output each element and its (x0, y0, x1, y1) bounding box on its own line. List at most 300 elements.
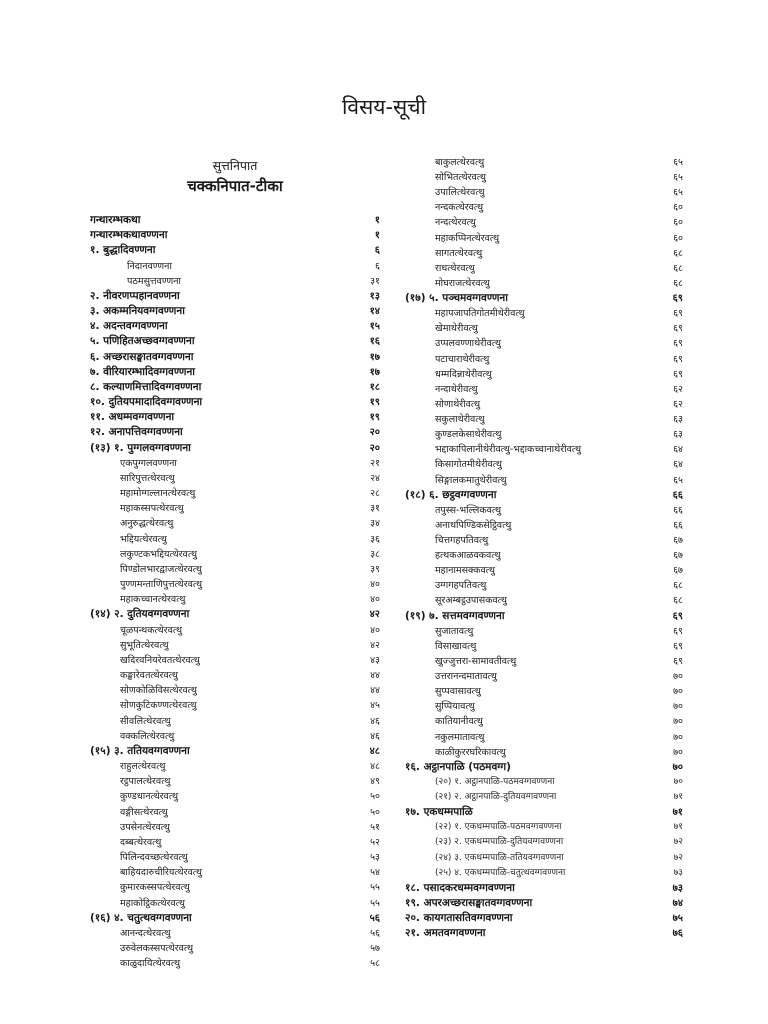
toc-entry (405, 714, 683, 729)
toc-entry-page: ६७ (673, 535, 683, 546)
toc-entry-page: ५४ (370, 867, 380, 879)
toc-entry-page: १७ (369, 351, 380, 363)
toc-entry-title: (१७) ५. पञ्चमवग्गवण्णना (405, 292, 508, 305)
toc-entry-title: सीवलित्थेरवत्थु (120, 715, 171, 727)
toc-entry-page: ७० (673, 731, 683, 743)
toc-entry-page: २० (369, 427, 380, 439)
toc-entry-title: राहुलत्थेरवत्थु (120, 761, 166, 773)
toc-entry-title: महापजापतिगोतमीथेरीवत्थु (435, 308, 525, 320)
toc-entry (90, 956, 380, 971)
toc-entry-page: ६८ (673, 247, 683, 259)
toc-entry-page: ६८ (673, 580, 683, 592)
toc-entry-title: राधत्थेरवत्थु (435, 262, 475, 274)
toc-entry (90, 547, 380, 562)
toc-entry (90, 395, 380, 410)
toc-entry-page: ७० (673, 686, 683, 698)
toc-entry-title: तपुस्स-भल्लिकवत्थु (435, 504, 502, 516)
toc-entry (405, 669, 683, 684)
toc-entry-title: महाकप्पिनत्थेरवत्थु (435, 232, 500, 244)
toc-entry-page: १३ (369, 290, 380, 302)
toc-entry-title: सुप्पवासावत्थु (435, 686, 481, 698)
toc-entry-title: नन्दत्थेरवत्थु (435, 217, 476, 229)
toc-entry (405, 609, 683, 624)
toc-entry-title: चूळपन्थकत्थेरवत्थु (120, 624, 183, 636)
toc-entry-page: ६० (673, 232, 683, 244)
toc-entry (405, 533, 683, 548)
toc-entry-page: ६६ (672, 489, 683, 501)
toc-entry (90, 789, 380, 804)
toc-entry-title: उग्गगहपतिवत्थु (435, 580, 487, 592)
toc-entry-title: मोघराजत्थेरवत्थु (435, 277, 490, 289)
toc-entry-page: ५८ (370, 958, 380, 970)
toc-entry-page: ३४ (370, 518, 380, 530)
toc-entry (405, 730, 683, 745)
toc-entry-title: (२४) ३. एकधम्मपाळि-ततियवग्गवण्णना (435, 852, 564, 863)
toc-entry (90, 653, 380, 668)
toc-entry (90, 911, 380, 926)
toc-entry-page: ६९ (673, 655, 683, 667)
toc-entry-page: ५२ (370, 836, 380, 848)
toc-entry-title: १७. एकधम्मपाळि (405, 806, 473, 819)
toc-entry (405, 231, 683, 246)
toc-entry (90, 820, 380, 835)
toc-entry-page: ६२ (673, 398, 683, 410)
toc-entry-title: काळीकुररघरिकावत्थु (435, 746, 506, 758)
toc-entry-title: भद्दाकापिलानीथेरीवत्थु-भद्दाकच्चानाथेरीवत्थु (435, 444, 582, 456)
toc-entry-page: ५६ (370, 927, 380, 939)
toc-entry (90, 319, 380, 334)
page-title: विसय-सूची (341, 95, 427, 119)
toc-entry-page: ६० (673, 217, 683, 229)
toc-entry-title: ७. वीरियारम्भादिवग्गवण्णना (90, 365, 195, 378)
toc-entry-title: ३. अकम्मनियवग्गवण्णना (90, 305, 185, 318)
toc-entry (405, 291, 683, 306)
toc-entry (405, 805, 683, 820)
toc-entry (90, 501, 380, 516)
toc-entry-title: १. बुद्धादिवण्णना (90, 244, 156, 257)
toc-entry-title: पुण्णमन्ताणिपुत्तत्थेरवत्थु (120, 579, 203, 591)
toc-entry-title: वक्कलित्थेरवत्थु (120, 730, 175, 742)
toc-entry-page: ६९ (672, 610, 683, 622)
toc-entry-title: उप्पलवण्णाथेरीवत्थु (435, 338, 501, 350)
toc-entry-title: काळुदायित्थेरवत्थु (120, 958, 181, 970)
toc-entry-page: ६९ (673, 308, 683, 320)
toc-entry (90, 774, 380, 789)
toc-entry-page: २० (369, 442, 380, 454)
toc-entry (90, 759, 380, 774)
toc-entry-title: दब्बत्थेरवत्थु (120, 836, 162, 848)
toc-entry-title: पठमसुत्तवण्णना (127, 275, 181, 287)
toc-entry (90, 228, 380, 243)
toc-entry-title: पटाचाराथेरीवत्थु (435, 353, 490, 365)
toc-entry-title: खेमाथेरीवत्थु (435, 323, 478, 335)
toc-entry (405, 170, 683, 185)
toc-entry-title: उत्तरानन्दमातावत्थु (435, 671, 497, 683)
toc-entry-page: ५० (370, 806, 380, 818)
toc-entry-title: नन्दाथेरीवत्थु (435, 383, 478, 395)
toc-entry-page: ६५ (673, 172, 683, 184)
toc-entry-page: ५५ (370, 897, 380, 909)
toc-entry (405, 488, 683, 503)
toc-entry (405, 820, 683, 835)
toc-entry (405, 473, 683, 488)
toc-entry-page: ७० (672, 761, 683, 773)
toc-entry-page: ४३ (370, 654, 380, 666)
toc-entry-title: लकुण्टकभद्दियत्थेरवत्थु (120, 548, 198, 560)
toc-entry-page: ७२ (673, 852, 683, 863)
toc-entry-page: ३८ (370, 548, 380, 560)
toc-entry-page: १९ (369, 412, 380, 424)
toc-entry (90, 486, 380, 501)
toc-entry (405, 457, 683, 472)
toc-entry-page: ६८ (673, 277, 683, 289)
toc-entry-page: २८ (370, 488, 380, 500)
toc-entry-title: खदिरवनियरेवतत्थेरवत्थु (120, 654, 200, 666)
toc-entry (405, 336, 683, 351)
toc-entry-title: हत्थकआळवकवत्थु (435, 550, 501, 562)
toc-entry-page: ५६ (369, 912, 380, 924)
toc-entry-page: ४० (370, 624, 380, 636)
toc-entry (405, 261, 683, 276)
toc-entry-title: १२. अनापत्तिवग्गवण्णना (90, 426, 183, 439)
toc-entry-title: ८. कल्याणमित्तादिवग्गवण्णना (90, 380, 202, 393)
toc-entry-title: सागतत्थेरवत्थु (435, 247, 483, 259)
toc-entry (90, 714, 380, 729)
toc-entry-title: १६. अट्ठानपाळि (पठमवग्ग) (405, 760, 511, 773)
toc-entry (405, 896, 683, 911)
toc-entry-page: १८ (369, 381, 380, 393)
toc-entry-title: (२०) १. अट्ठानपाळि-पठमवग्गवण्णना (435, 776, 555, 787)
toc-entry (405, 185, 683, 200)
toc-entry (405, 397, 683, 412)
toc-entry-page: ४८ (369, 745, 380, 757)
toc-entry-title: सोणकोळिविसत्थेरवत्थु (120, 685, 197, 697)
toc-entry-title: उपालित्थेरवत्थु (435, 187, 485, 199)
toc-entry (90, 623, 380, 638)
toc-entry (90, 698, 380, 713)
toc-entry-title: अनाथपिण्डिकसेट्ठिवत्थु (435, 519, 512, 531)
toc-entry-title: सिङ्गालकमातुथेरीवत्थु (435, 474, 507, 486)
toc-entry-page: ४४ (370, 685, 380, 697)
toc-entry-page: ४२ (369, 609, 380, 621)
toc-entry-title: (२३) २. एकधम्मपाळि-दुतियवग्गवण्णना (435, 837, 564, 848)
toc-entry-page: ४० (370, 579, 380, 591)
toc-entry-title: १८. पसादकरधम्मवग्गवण्णना (405, 881, 515, 894)
toc-entry-title: महाकोट्ठिकत्थेरवत्थु (120, 897, 185, 909)
toc-entry (90, 334, 380, 349)
toc-entry-page: १ (374, 215, 380, 226)
toc-entry (90, 896, 380, 911)
toc-entry (90, 471, 380, 486)
toc-entry-title: सोणकुटिकण्णत्थेरवत्थु (120, 700, 197, 712)
toc-entry-title: धम्मदिन्नाथेरीवत्थु (435, 368, 492, 380)
toc-entry-page: ६९ (673, 625, 683, 637)
toc-entry-title: बाहियदारुचीरियत्थेरवत्थु (120, 867, 202, 879)
toc-entry (405, 654, 683, 669)
toc-entry (405, 760, 683, 775)
toc-entry (90, 562, 380, 577)
toc-entry (90, 805, 380, 820)
toc-entry-title: ४. अदन्तवग्गवण्णना (90, 320, 168, 333)
toc-entry (405, 911, 683, 926)
toc-entry-page: ३९ (370, 563, 380, 575)
toc-entry-title: सुप्पियावत्थु (435, 701, 475, 713)
toc-entry (405, 684, 683, 699)
toc-entry (405, 215, 683, 230)
toc-entry-page: ७२ (673, 837, 683, 848)
toc-entry-page: ६५ (673, 157, 683, 168)
toc-entry-title: (१८) ६. छट्ठवग्गवण्णना (405, 488, 497, 501)
toc-entry-page: ६५ (673, 187, 683, 199)
toc-entry-page: ६८ (673, 262, 683, 274)
toc-entry-title: आनन्दत्थेरवत्थु (120, 927, 171, 939)
toc-entry-title: गन्थारम्भकथा (90, 214, 141, 226)
toc-entry-page: ५३ (370, 852, 380, 864)
toc-entry (90, 380, 380, 395)
toc-entry (90, 456, 380, 471)
toc-entry-title: पिण्डोलभारद्वाजत्थेरवत्थु (120, 563, 202, 575)
toc-entry (405, 321, 683, 336)
toc-entry-page: ७३ (673, 867, 683, 878)
toc-entry-title: रट्ठपालत्थेरवत्थु (120, 776, 171, 788)
toc-entry (90, 941, 380, 956)
toc-entry-page: ६९ (673, 368, 683, 380)
toc-entry (90, 289, 380, 304)
toc-entry-page: ६८ (673, 595, 683, 607)
toc-entry (90, 243, 380, 258)
toc-entry-title: (१५) ३. ततियवग्गवण्णना (90, 744, 190, 757)
toc-entry-title: सुजातावत्थु (435, 625, 474, 637)
toc-entry (405, 926, 683, 941)
toc-entry-title: (२५) ४. एकधम्मपाळि-चतुत्थवग्गवण्णना (435, 867, 566, 878)
toc-entry (405, 866, 683, 881)
toc-entry (405, 442, 683, 457)
toc-entry-title: सारिपुत्तत्थेरवत्थु (120, 472, 175, 484)
toc-entry-page: ३६ (370, 533, 380, 545)
toc-entry-title: सोणाथेरीवत्थु (435, 398, 481, 410)
toc-entry (405, 246, 683, 261)
toc-entry-page: ५१ (370, 821, 380, 833)
toc-entry-page: ६६ (673, 504, 683, 516)
toc-entry (90, 592, 380, 607)
toc-entry-title: भद्दियत्थेरवत्थु (120, 533, 167, 545)
toc-entry (90, 365, 380, 380)
toc-entry (405, 155, 683, 170)
toc-entry (90, 744, 380, 759)
toc-entry (90, 880, 380, 895)
toc-entry (90, 607, 380, 622)
toc-entry-page: ४० (370, 594, 380, 606)
toc-entry-page: ४४ (370, 670, 380, 682)
toc-entry-page: १९ (369, 397, 380, 409)
toc-entry (90, 638, 380, 653)
toc-entry-page: ७० (673, 701, 683, 713)
toc-entry-page: ६७ (673, 550, 683, 562)
toc-entry-title: (१६) ४. चतुत्थवग्गवण्णना (90, 911, 192, 924)
toc-entry-page: ६३ (673, 414, 683, 426)
toc-entry-title: एकपुग्गलवण्णना (120, 457, 177, 469)
toc-entry (90, 729, 380, 744)
toc-entry-page: ६९ (673, 353, 683, 365)
toc-entry (405, 624, 683, 639)
toc-entry (405, 835, 683, 850)
toc-entry-title: (२१) २. अट्ठानपाळि-दुतियवग्गवण्णना (435, 792, 557, 803)
toc-entry (405, 851, 683, 866)
toc-entry-title: १९. अपरअच्छरासङ्घातवग्गवण्णना (405, 896, 533, 909)
toc-entry-page: २१ (370, 457, 380, 469)
toc-entry-page: ३१ (370, 503, 380, 515)
toc-entry-title: २०. कायगतासतिवग्गवण्णना (405, 912, 513, 924)
toc-entry-page: ४२ (370, 639, 380, 651)
toc-entry-page: ६२ (673, 383, 683, 395)
toc-entry-title: महाकस्सपत्थेरवत्थु (120, 503, 184, 515)
toc-entry-title: कुण्डधानत्थेरवत्थु (120, 791, 179, 803)
toc-entry (90, 213, 380, 228)
toc-entry-title: खुज्जुत्तरा-सामावतीवत्थु (435, 655, 517, 667)
toc-entry-page: १६ (369, 336, 380, 348)
toc-entry (405, 548, 683, 563)
toc-entry (405, 427, 683, 442)
toc-entry-page: ७० (673, 716, 683, 728)
toc-entry-title: नकुलमातावत्थु (435, 731, 485, 743)
toc-entry (90, 683, 380, 698)
toc-entry (90, 865, 380, 880)
toc-entry-title: कुमारकस्सपत्थेरवत्थु (120, 882, 190, 894)
toc-entry-page: ६५ (673, 474, 683, 486)
toc-entry-page: ६ (375, 260, 380, 272)
toc-entry-page: ६९ (672, 293, 683, 305)
toc-entry (405, 412, 683, 427)
toc-entry-page: ६३ (673, 429, 683, 441)
toc-entry-page: ६९ (673, 323, 683, 335)
toc-entry (90, 516, 380, 531)
toc-entry (90, 577, 380, 592)
toc-entry-title: २. नीवरणप्पहानवण्णना (90, 289, 180, 302)
toc-entry-title: सकुलाथेरीवत्थु (435, 414, 485, 426)
toc-entry (90, 532, 380, 547)
toc-entry-title: सोभितत्थेरवत्थु (435, 172, 486, 184)
toc-entry-title: सुभूतित्थेरवत्थु (120, 639, 169, 651)
toc-entry-page: २४ (370, 472, 380, 484)
toc-entry-page: ६ (374, 245, 380, 257)
toc-entry-title: किसागोतमीथेरीवत्थु (435, 459, 502, 471)
toc-entry-title: विसाखावत्थु (435, 640, 477, 652)
toc-entry-title: नन्दकत्थेरवत्थु (435, 202, 484, 214)
toc-entry-title: (१३) १. पुग्गलवग्गवण्णना (90, 441, 191, 454)
toc-entry (90, 410, 380, 425)
toc-entry-page: ६४ (673, 459, 683, 471)
toc-entry-page: ७१ (673, 792, 683, 803)
toc-entry-title: (२२) १. एकधम्मपाळि-पठमवग्गवण्णना (435, 822, 562, 833)
toc-entry-title: उरुवेलकस्सपत्थेरवत्थु (120, 943, 194, 955)
toc-entry-page: ५५ (370, 882, 380, 894)
toc-entry-page: ६६ (673, 519, 683, 531)
toc-entry-page: १७ (369, 366, 380, 378)
toc-entry-page: ४९ (370, 776, 380, 788)
toc-entry (90, 274, 380, 289)
toc-entry-page: ६९ (673, 338, 683, 350)
toc-entry-title: बाकुलत्थेरवत्थु (435, 157, 485, 168)
toc-entry (405, 745, 683, 760)
toc-entry (90, 850, 380, 865)
toc-entry-page: ३१ (370, 275, 380, 287)
toc-entry-page: १४ (369, 306, 380, 318)
toc-entry-page: ७५ (672, 913, 683, 924)
toc-entry (90, 441, 380, 456)
toc-entry-page: ६७ (673, 565, 683, 577)
toc-entry-title: कङ्खारेवतत्थेरवत्थु (120, 670, 178, 682)
toc-entry-page: ७४ (672, 897, 683, 909)
toc-entry-page: ६० (673, 202, 683, 214)
toc-entry-title: ६. अच्छरासङ्घातवग्गवण्णना (90, 350, 194, 363)
toc-entry-title: २१. अमतवग्गवण्णना (405, 927, 486, 940)
toc-entry (405, 775, 683, 790)
toc-entry (90, 668, 380, 683)
toc-entry-page: १ (374, 230, 380, 242)
toc-entry-title: महामोग्गल्लानत्थेरवत्थु (120, 488, 196, 500)
toc-entry-page: ४८ (370, 761, 380, 773)
toc-entry (90, 259, 380, 274)
toc-entry-page: ७१ (672, 807, 683, 819)
toc-entry-page: ४६ (370, 715, 380, 727)
toc-entry (405, 699, 683, 714)
toc-entry-page: ७० (673, 776, 683, 787)
toc-entry (90, 835, 380, 850)
toc-entry-page: ७१ (673, 822, 683, 833)
toc-entry-title: १०. दुतियपमादादिवग्गवण्णना (90, 396, 203, 409)
toc-entry-page: ४५ (370, 700, 380, 712)
toc-entry-page: ४६ (370, 730, 380, 742)
toc-entry-title: निदानवण्णना (127, 260, 172, 272)
toc-entry (405, 593, 683, 608)
toc-entry-title: ५. पणिहितअच्छवग्गवण्णना (90, 335, 195, 348)
toc-entry (405, 306, 683, 321)
toc-entry (405, 639, 683, 654)
toc-entry (405, 563, 683, 578)
toc-entry (90, 304, 380, 319)
toc-entry (90, 425, 380, 440)
toc-entry-page: ७३ (672, 882, 683, 894)
toc-entry-title: पिलिन्दवच्छत्थेरवत्थु (120, 852, 188, 864)
section-heading-tika: चक्कनिपात-टीका (187, 177, 283, 195)
toc-entry (405, 881, 683, 896)
toc-entry (405, 200, 683, 215)
toc-entry-title: कुण्डलकेसाथेरीवत्थु (435, 429, 502, 441)
toc-entry (405, 518, 683, 533)
toc-entry-page: ५७ (370, 943, 380, 955)
toc-entry (405, 503, 683, 518)
toc-entry (405, 276, 683, 291)
toc-entry-title: महाकच्चानत्थेरवत्थु (120, 594, 186, 606)
toc-entry-page: ५० (370, 791, 380, 803)
toc-entry (405, 578, 683, 593)
toc-entry (405, 382, 683, 397)
toc-entry (405, 790, 683, 805)
toc-entry-page: ७० (673, 671, 683, 683)
toc-entry-title: ११. अधम्मवग्गवण्णना (90, 411, 175, 424)
toc-entry-title: (१९) ७. सत्तमवग्गवण्णना (405, 609, 505, 622)
toc-entry (90, 350, 380, 365)
toc-entry-title: महानामसक्कवत्थु (435, 565, 495, 577)
toc-entry-title: उपसेनत्थेरवत्थु (120, 821, 170, 833)
toc-entry (405, 352, 683, 367)
toc-entry-page: १५ (369, 321, 380, 333)
toc-entry-page: ७६ (672, 928, 683, 940)
toc-entry (405, 367, 683, 382)
toc-entry-page: ६९ (673, 640, 683, 652)
toc-entry-page: ६४ (673, 444, 683, 456)
toc-entry (90, 926, 380, 941)
